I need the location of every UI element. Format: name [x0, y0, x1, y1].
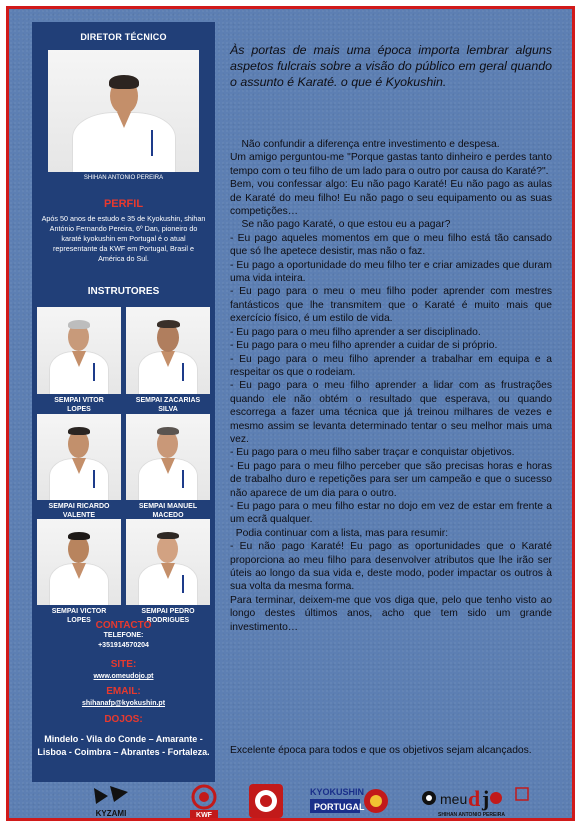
article-paragraph: - Eu pago aqueles momentos em que o meu filho está tão cansado que só lhe apetece desistir, mas não o faz. — [230, 232, 552, 258]
instructor-photo — [126, 519, 210, 605]
instructor-caption: SEMPAI VITOR LOPES — [54, 397, 104, 413]
director-photo — [48, 50, 199, 172]
kwf-logo — [184, 782, 224, 820]
sidebar-panel — [32, 22, 215, 782]
instructor-photo — [37, 414, 121, 500]
site-heading: SITE: — [110, 659, 137, 670]
article-paragraph: Não confundir a diferença entre investimento e despesa. — [230, 139, 500, 150]
article-paragraph: Um amigo perguntou-me "Porque gastas tanto dinheiro e perdes tanto tempo com o teu filho de um lado para o outro por causa do Karaté?". — [230, 152, 552, 177]
logo-strip — [0, 782, 581, 822]
article-paragraph: - Eu pago para o meu filho aprender a cuidar de si próprio. — [230, 340, 498, 352]
contact-heading: CONTACTO — [95, 620, 152, 631]
dojos-list: Mindelo - Vila do Conde – Amarante - Lisboa - Coimbra – Abrantes - Fortaleza. — [37, 734, 210, 757]
article-paragraph: - Eu pago para o meu filho perceber que são precisas horas e horas de trabalho duro e repetições para ser um campeão e que o sucesso não aparece de um dia para o outro. — [230, 460, 552, 499]
instructor-caption: SEMPAI ZACARIAS SILVA — [135, 397, 201, 413]
svg-text:SHIHAN ANTONIO PEREIRA: SHIHAN ANTONIO PEREIRA — [438, 812, 505, 818]
svg-text:PORTUGAL: PORTUGAL — [314, 802, 365, 812]
article-paragraph: - Eu pago para o meu filho estar no dojo em vez de estar em frente a um ecrã qualquer. — [230, 500, 552, 526]
article-paragraph: - Eu pago para o meu filho saber traçar e conquistar objetivos. — [230, 447, 515, 459]
instructor-photo — [37, 307, 121, 394]
instructor-caption: SEMPAI RICARDO VALENTE — [48, 503, 110, 519]
instructor-caption: SEMPAI VICTOR LOPES — [51, 608, 107, 624]
profile-text: Após 50 anos de estudo e 35 de Kyokushin, shihan António Fernando Pereira, 6º Dan, pioneiro do karaté kyokushin em Portugal é o atual representante da KWF em Portugal, Brasil e América do Sul. — [41, 214, 206, 263]
director-caption: SHIHAN ANTONIO PEREIRA — [83, 175, 164, 181]
svg-text:KYZAMI: KYZAMI — [95, 809, 127, 818]
article-paragraph: - Eu pago para o meu filho aprender a trabalhar em equipa e a respeitar os que o rodeiam. — [230, 353, 552, 378]
kyokushin-portugal-logo — [310, 783, 390, 819]
email-heading: EMAIL: — [106, 686, 141, 697]
article-paragraph: Se não pago Karaté, o que estou eu a pagar? — [230, 219, 451, 231]
article-paragraph: Para terminar, deixem-me que vos diga que, pelo que tenho visto ao longo destes últimos anos, acho que tem sido um grande investimento… — [230, 594, 552, 633]
instructor-photo — [37, 519, 121, 605]
instructor-photo — [126, 307, 210, 394]
instructor-caption: SEMPAI PEDRO RODRIGUES — [141, 608, 195, 624]
article-paragraph: Podia continuar com a lista, mas para resumir: — [230, 527, 449, 539]
dojos-heading: DOJOS: — [104, 714, 143, 725]
svg-text:j: j — [482, 786, 490, 811]
article-intro: Às portas de mais uma época importa lembrar alguns aspetos fulcrais sobre a visão do público em geral quando o assunto é Karaté. o que é Kyokushin. — [230, 43, 552, 89]
email-link[interactable]: shihanafp@kyokushin.pt — [81, 700, 166, 707]
article-closing: Excelente época para todos e que os objetivos sejam alcançados. — [230, 745, 532, 756]
kanku-logo — [248, 783, 284, 819]
phone-label: TELEFONE: — [103, 632, 144, 639]
article-paragraph: - Eu pago para o meu o meu filho poder aprender com mestres fantásticos que lhe transmitem que o Karaté é muito mais que exercício físico, é um estilo de vida. — [230, 286, 552, 325]
site-link[interactable]: www.omeudojo.pt — [93, 673, 154, 680]
svg-text:d: d — [468, 786, 481, 811]
article-body — [230, 138, 552, 634]
profile-heading: PERFIL — [103, 198, 144, 210]
instructor-photo — [126, 414, 210, 500]
svg-text:KYOKUSHIN: KYOKUSHIN — [310, 787, 365, 797]
instructor-caption: SEMPAI MANUEL MACEDO — [138, 503, 198, 519]
article-paragraph: - Eu pago para o meu filho aprender a ser disciplinado. — [230, 326, 481, 338]
svg-text:KWF: KWF — [196, 812, 212, 819]
article-paragraph: - Eu pago a oportunidade do meu filho ter e criar amizades que duram uma vida inteira. — [230, 259, 552, 285]
instructors-heading: INSTRUTORES — [87, 286, 160, 297]
article-paragraph: - Eu não pago Karaté! Eu pago as oportunidades que o Karaté proporciona ao meu filho para desenvolver atributos que lhe irão ser úteis ao longo da sua vida e, deste modo, poder impactar os outros à sua volta da mesma forma. — [230, 541, 552, 593]
article-paragraph: - Eu pago para o meu filho aprender a lidar com as frustrações quando ele não obtém o resultado que esperava, ou quando escorrega a fazer uma técnica que já treinou milhares de vezes e mesmo assim se levanta determinado tentar o seu melhor mais uma vez. — [230, 380, 552, 445]
director-title: DIRETOR TÉCNICO — [80, 32, 167, 42]
kyzami-logo — [88, 782, 134, 820]
phone-number[interactable]: +351914570204 — [98, 642, 149, 649]
meudojo-logo — [420, 782, 532, 820]
svg-text:meu: meu — [440, 791, 468, 807]
article-paragraph: Bem, vou confessar algo: Eu não pago Karaté! Eu não pago as aulas de Karaté do meu filho! Eu não pago o seu equipamento ou as suas competições… — [230, 179, 552, 218]
